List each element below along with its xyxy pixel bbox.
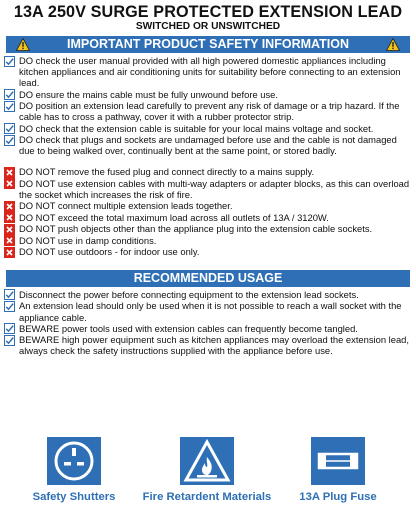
feature-label: 13A Plug Fuse — [299, 491, 377, 503]
list-item: DO NOT use in damp conditions. — [4, 235, 412, 247]
list-item: DO check that the extension cable is suitable for your local mains voltage and socket. — [4, 123, 412, 135]
cross-icon — [4, 178, 15, 189]
cross-icon — [4, 212, 15, 223]
list-item: An extension lead should only be used when it is not possible to reach a wall socket with the appliance cable. — [4, 300, 412, 322]
list-item: Disconnect the power before connecting equipment to the extension lead sockets. — [4, 289, 412, 301]
list-item: BEWARE high power equipment such as kitchen appliances may overload the extension lead, always check the safety instructions supplied with the appliance before use. — [4, 334, 412, 356]
list-item: DO NOT connect multiple extension leads together. — [4, 200, 412, 212]
check-icon — [4, 335, 15, 346]
page-title: 13A 250V SURGE PROTECTED EXTENSION LEAD — [13, 3, 403, 21]
check-icon — [4, 135, 15, 146]
check-icon — [4, 89, 15, 100]
cross-icon — [4, 201, 15, 212]
safety-heading: IMPORTANT PRODUCT SAFETY INFORMATION — [67, 37, 349, 51]
feature-label: Fire Retardent Materials — [142, 491, 272, 503]
list-item: DO check that plugs and sockets are undamaged before use and the cable is not damaged due to being walked over, continually bent at the same point, or stored badly. — [4, 134, 412, 156]
list-item: DO check the user manual provided with all high powered domestic appliances including kitchen appliances and air conditioning units for suitability before connecting to an extension lead. — [4, 55, 412, 89]
fuse-icon — [309, 435, 367, 487]
dont-list — [4, 166, 412, 257]
list-item: DO NOT use outdoors - for indoor use only. — [4, 246, 412, 258]
do-list — [4, 55, 412, 156]
list-item: DO NOT remove the fused plug and connect directly to a mains supply. — [4, 166, 412, 178]
check-icon — [4, 289, 15, 300]
list-item: BEWARE power tools used with extension cables can frequently become tangled. — [4, 323, 412, 335]
check-icon — [4, 101, 15, 112]
cross-icon — [4, 224, 15, 235]
check-icon — [4, 56, 15, 67]
list-item: DO NOT use extension cables with multi-way adapters or adapter blocks, as this can overload the socket which increases the risk of fire. — [4, 178, 412, 200]
usage-list — [4, 289, 412, 357]
check-icon — [4, 323, 15, 334]
feature-icons — [0, 435, 416, 513]
warning-icon — [386, 38, 400, 51]
cross-icon — [4, 247, 15, 258]
socket-shutter-icon — [45, 435, 103, 487]
cross-icon — [4, 235, 15, 246]
usage-heading: RECOMMENDED USAGE — [133, 270, 283, 285]
page-subtitle: SWITCHED OR UNSWITCHED — [135, 21, 281, 32]
list-item: DO NOT exceed the total maximum load across all outlets of 13A / 3120W. — [4, 212, 412, 224]
check-icon — [4, 123, 15, 134]
warning-icon — [16, 38, 30, 51]
list-item: DO ensure the mains cable must be fully unwound before use. — [4, 89, 412, 101]
check-icon — [4, 301, 15, 312]
fire-triangle-icon — [178, 435, 236, 487]
safety-banner — [6, 36, 410, 53]
list-item: DO NOT push objects other than the appliance plug into the extension cable sockets. — [4, 223, 412, 235]
feature-label: Safety Shutters — [32, 491, 116, 503]
usage-banner — [6, 270, 410, 287]
list-item: DO position an extension lead carefully to prevent any risk of damage or a trip hazard. If the cable has to cross a pathway, cover it with a rubber protector strip. — [4, 100, 412, 122]
cross-icon — [4, 167, 15, 178]
